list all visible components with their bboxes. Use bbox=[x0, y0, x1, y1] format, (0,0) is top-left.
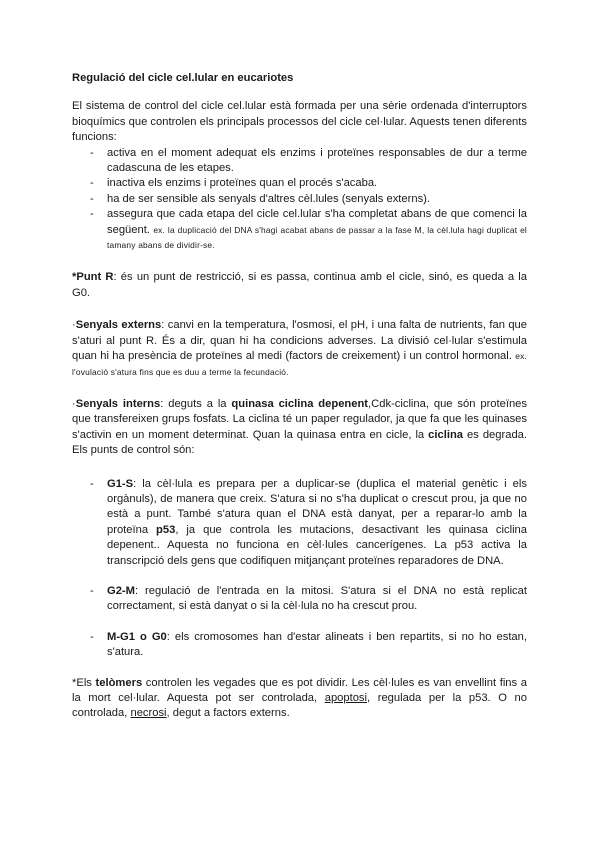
telomeres-text: , regulada per la p53. O no controlada, bbox=[72, 692, 527, 720]
p53-term: p53 bbox=[156, 523, 176, 536]
internal-signals-text: ,Cdk-ciclina, que són proteïnes que transfereixen grups fosfats. La ciclina té un paper regulador, ja que fa que les quinases s'activin en un moment determinat. Quan la quinasa entra en cicle, la bbox=[72, 397, 527, 441]
internal-signals-paragraph bbox=[72, 397, 527, 459]
bullet-dot: · bbox=[72, 319, 76, 332]
checkpoint-g1-s bbox=[72, 477, 527, 569]
apoptosis-term: apoptosi bbox=[324, 692, 368, 704]
punt-r-paragraph bbox=[72, 270, 527, 301]
functions-list bbox=[72, 146, 527, 254]
telomeres-prefix: *Els bbox=[72, 676, 96, 689]
list-item bbox=[72, 207, 527, 253]
internal-signals-label: Senyals interns bbox=[75, 397, 161, 410]
checkpoint-text: : regulació de l'entrada en la mitosi. S'atura si el DNA no està replicat correctament, si està danyat o si la cèl·lula no ha crescut prou. bbox=[107, 584, 527, 613]
telomeres-paragraph bbox=[72, 676, 527, 722]
checkpoints-list bbox=[72, 477, 527, 661]
checkpoint-text: , ja que controla les mutacions, desactivant les quinasa ciclina depenent.. Aquesta no funciona en cèl·lules cancerígenes. La p53 activa la transcripció dels gens que codifiquen mitjançant proteïnes reparadores de DNA. bbox=[107, 523, 528, 567]
page-title: Regulació del cicle cel.lular en eucariotes bbox=[72, 72, 294, 84]
intro-paragraph: El sistema de control del cicle cel.lular està formada per una sèrie ordenada d'interruptors bioquímics que controlen els principals processos del cicle cel·lular. Aquests tenen diferents funcions: bbox=[72, 100, 527, 144]
punt-r-text: : és un punt de restricció, si es passa, continua amb el cicle, sinó, es queda a la G0. bbox=[72, 271, 527, 299]
checkpoint-label: G1-S bbox=[107, 477, 134, 490]
punt-r-label: *Punt R bbox=[72, 271, 114, 284]
list-item: - ha de ser sensible als senyals d'altres cèl.lules (senyals externs). bbox=[72, 192, 527, 207]
necrosis-term: necrosi bbox=[130, 707, 167, 720]
telomeres-text: , degut a factors externs. bbox=[166, 707, 290, 720]
telomeres-text: controlen les vegades que es pot dividir. Les cèl·lules es van envellint fins a la mort cel·lular. Aquesta pot ser controlada, bbox=[72, 676, 527, 704]
external-signals-paragraph bbox=[72, 318, 527, 380]
checkpoint-label: G2-M bbox=[107, 584, 135, 597]
list-item: - inactiva els enzims i proteïnes quan el procés s'acaba. bbox=[72, 176, 527, 191]
checkpoint-text: : la cèl·lula es prepara per a duplicar-se (duplica el material genètic i els orgànuls), de manera que creix. S'atura si no s'ha duplicat o crescut prou, ja que no està a punt. També s'atura quan el DNA està danyat, per a reparar-lo amb la proteïna bbox=[107, 477, 527, 536]
checkpoint-m-g1 bbox=[72, 630, 527, 661]
example-note: ex. l'ovulació s'atura fins que es duu a terme la fecundació. bbox=[72, 351, 527, 377]
list-item-text: assegura que cada etapa del cicle cel.lular s'ha completat abans de que comenci la següent. bbox=[107, 208, 527, 236]
checkpoint-label: M-G1 o G0 bbox=[107, 630, 167, 643]
document-body bbox=[72, 71, 527, 722]
external-signals-label: Senyals externs bbox=[75, 319, 162, 332]
telomeres-label: telòmers bbox=[95, 676, 143, 689]
list-item: - activa en el moment adequat els enzims i proteïnes responsables de dur a terme cadascuna de les etapes. bbox=[72, 146, 527, 177]
internal-signals-text: : deguts a la bbox=[160, 397, 232, 410]
internal-signals-text: es degrada. Els punts de control són: bbox=[72, 428, 527, 457]
external-signals-text: : canvi en la temperatura, l'osmosi, el pH, i una falta de nutrients, fan que s'aturi al punt R. És a dir, quan hi ha condicions adverses. La divisió cel·lular s'estimula quan hi ha presència de proteïnes al medi (factors de creixement) i un control hormonal. bbox=[72, 319, 527, 363]
cyclin-term: ciclina bbox=[428, 428, 463, 441]
bullet-dot: · bbox=[72, 397, 76, 410]
checkpoint-text: : els cromosomes han d'estar alineats i ben repartits, si no ho estan, s'atura. bbox=[107, 630, 527, 659]
example-note: ex. la duplicació del DNA s'hagi acabat abans de passar a la fase M, la cèl.lula hagi duplicat el tamany abans de dividir-se. bbox=[107, 224, 527, 251]
kinase-term: quinasa ciclina depenent bbox=[231, 397, 369, 410]
checkpoint-g2-m bbox=[72, 584, 527, 615]
